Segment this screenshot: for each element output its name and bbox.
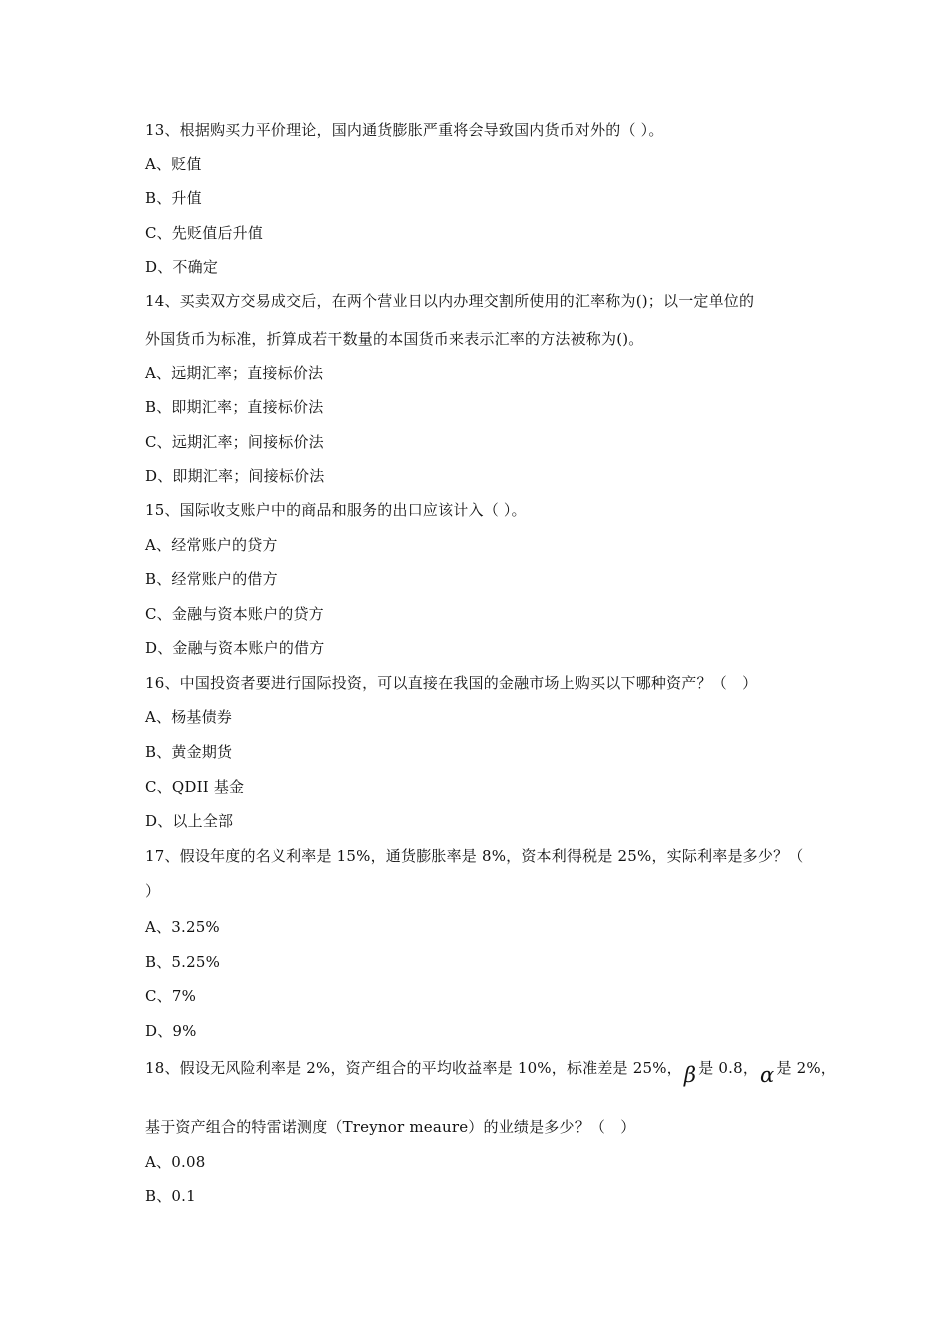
question-14-option-b: B、即期汇率；直接标价法: [145, 398, 324, 416]
question-14-option-a: A、远期汇率；直接标价法: [145, 364, 324, 382]
question-16-option-a: A、杨基债券: [145, 708, 233, 726]
question-15-option-a: A、经常账户的贷方: [145, 536, 278, 554]
question-16-option-d: D、以上全部: [145, 812, 234, 830]
question-15-option-c: C、金融与资本账户的贷方: [145, 605, 324, 623]
question-18-option-a: A、0.08: [145, 1153, 206, 1171]
question-16-option-c: C、QDII 基金: [145, 778, 245, 796]
question-14-option-d: D、即期汇率；间接标价法: [145, 467, 325, 485]
question-18-stem-part1: 18、假设无风险利率是 2%，资产组合的平均收益率是 10%，标准差是 25%，: [145, 1059, 682, 1077]
question-18-stem-part2: 是 0.8，: [698, 1059, 759, 1077]
question-13-stem: 13、根据购买力平价理论，国内通货膨胀严重将会导致国内货币对外的（ ）。: [145, 121, 664, 139]
alpha-symbol: α: [760, 1063, 775, 1087]
question-13-option-b: B、升值: [145, 189, 202, 207]
question-15-option-d: D、金融与资本账户的借方: [145, 639, 325, 657]
question-17-option-d: D、9%: [145, 1022, 197, 1040]
question-14-stem-line2: 外国货币为标准，折算成若干数量的本国货币来表示汇率的方法被称为()。: [145, 330, 644, 348]
question-18-option-b: B、0.1: [145, 1187, 196, 1205]
question-18-stem-line2: 基于资产组合的特雷诺测度（Treynor meaure）的业绩是多少？（ ）: [145, 1118, 636, 1136]
question-14-option-c: C、远期汇率；间接标价法: [145, 433, 324, 451]
beta-symbol: β: [683, 1063, 697, 1087]
question-13-option-c: C、先贬值后升值: [145, 224, 264, 242]
question-15-stem: 15、国际收支账户中的商品和服务的出口应该计入（ ）。: [145, 501, 527, 519]
question-18-stem-line1: [145, 1056, 837, 1087]
question-13-option-d: D、不确定: [145, 258, 219, 276]
question-17-option-a: A、3.25%: [145, 918, 220, 936]
question-17-option-c: C、7%: [145, 987, 197, 1005]
question-16-stem: 16、中国投资者要进行国际投资，可以直接在我国的金融市场上购买以下哪种资产？（ ）: [145, 674, 758, 692]
question-18-stem-part3: 是 2%，: [776, 1059, 837, 1077]
question-17-stem-line2: ）: [145, 882, 161, 900]
question-14-stem-line1: 14、买卖双方交易成交后，在两个营业日以内办理交割所使用的汇率称为()；以一定单位的: [145, 292, 755, 310]
question-17-option-b: B、5.25%: [145, 953, 221, 971]
question-17-stem-line1: 17、假设年度的名义利率是 15%，通货膨胀率是 8%，资本利得税是 25%，实际利率是多少？（: [145, 847, 804, 865]
question-13-option-a: A、贬值: [145, 155, 202, 173]
question-15-option-b: B、经常账户的借方: [145, 570, 278, 588]
question-16-option-b: B、黄金期货: [145, 743, 233, 761]
